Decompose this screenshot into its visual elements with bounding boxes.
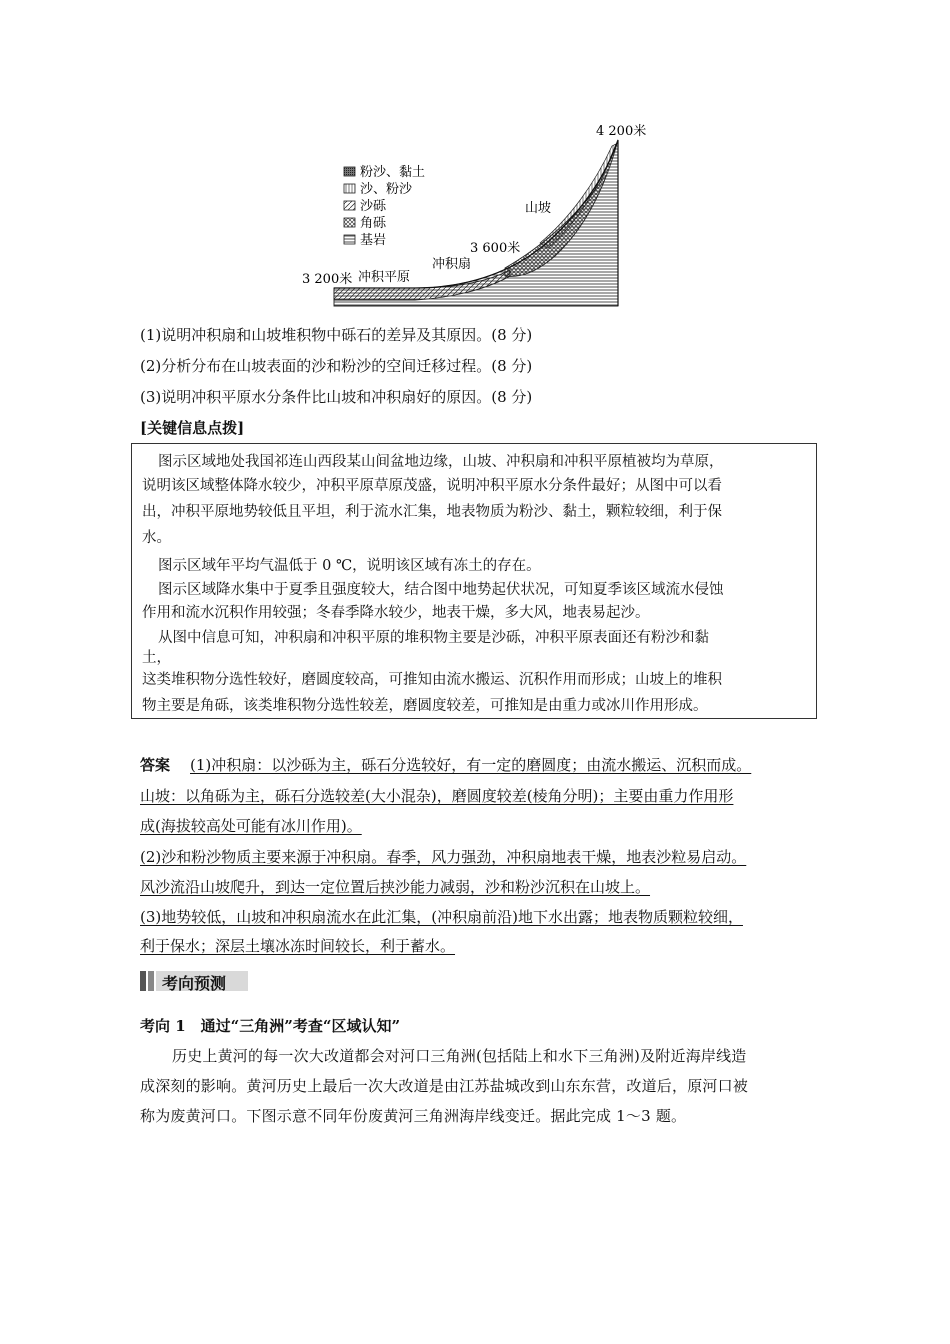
answer-line: (1)冲积扇：以沙砾为主，砾石分选较好，有一定的磨圆度；由流水搬运、沉积而成。	[190, 756, 752, 774]
legend-swatch-gravel	[344, 201, 355, 210]
intro-paragraph-line: 成深刻的影响。黄河历史上最后一次大改道是由江苏盐城改到山东东营，改道后，原河口被	[140, 1077, 749, 1095]
plain-label: 冲积平原	[358, 270, 411, 285]
key-info-line: 作用和流水沉积作用较强；冬春季降水较少，地表干燥，多大风，地表易起沙。	[142, 605, 650, 621]
key-info-line: 说明该区域整体降水较少，冲积平原草原茂盛，说明冲积平原水分条件最好；从图中可以看	[142, 478, 722, 494]
key-info-line: 这类堆积物分选性较好，磨圆度较高，可推知由流水搬运、沉积作用而形成；山坡上的堆积	[142, 672, 722, 688]
legend-label: 基岩	[360, 233, 387, 248]
answer-label: 答案	[140, 756, 171, 774]
key-info-line: 土，	[142, 650, 171, 666]
answer-line: 山坡：以角砾为主，砾石分选较差(大小混杂)，磨圆度较差(棱角分明)；主要由重力作用形	[140, 787, 734, 805]
answer-line: 利于保水；深层土壤冰冻时间较长，利于蓄水。	[140, 937, 456, 955]
legend-swatch-silt-clay	[344, 167, 355, 176]
legend-label: 沙砾	[360, 199, 387, 214]
key-info-line: 图示区域地处我国祁连山西段某山间盆地边缘，山坡、冲积扇和冲积平原植被均为草原，	[158, 454, 724, 470]
peak-elevation-label: 4 200米	[596, 124, 647, 139]
slope-label: 山坡	[525, 201, 552, 216]
legend-label: 角砾	[360, 216, 387, 231]
key-info-line: 图示区域年平均气温低于 0 ℃，说明该区域有冻土的存在。	[158, 558, 541, 574]
question-2: (2)分析分布在山坡表面的沙和粉沙的空间迁移过程。(8 分)	[140, 357, 533, 375]
intro-paragraph-line: 称为废黄河口。下图示意不同年份废黄河三角洲海岸线变迁。据此完成 1～3 题。	[140, 1107, 687, 1125]
legend-swatch-bedrock	[344, 235, 355, 244]
terrain-profile-figure	[300, 118, 647, 310]
fan-elevation-label: 3 600米	[470, 241, 521, 256]
fan-label: 冲积扇	[432, 257, 472, 272]
answer-line: (3)地势较低，山坡和冲积扇流水在此汇集，(冲积扇前沿)地下水出露；地表物质颗粒较细，	[140, 908, 743, 926]
question-1: (1)说明冲积扇和山坡堆积物中砾石的差异及其原因。(8 分)	[140, 326, 533, 344]
key-info-line: 水。	[142, 530, 171, 546]
legend-swatch-sand-silt	[344, 184, 355, 193]
legend-label: 粉沙、黏土	[360, 165, 426, 180]
section-header	[140, 968, 250, 994]
legend-swatch-breccia	[344, 218, 355, 227]
answer-line: 风沙流沿山坡爬升，到达一定位置后挟沙能力减弱，沙和粉沙沉积在山坡上。	[140, 878, 651, 896]
key-info-line: 出，冲积平原地势较低且平坦，利于流水汇集，地表物质为粉沙、黏土，颗粒较细，利于保	[142, 504, 722, 520]
intro-paragraph-line: 历史上黄河的每一次大改道都会对河口三角洲(包括陆上和水下三角洲)及附近海岸线造	[172, 1047, 747, 1065]
key-info-box	[131, 443, 817, 719]
key-info-line: 图示区域降水集中于夏季且强度较大，结合图中地势起伏状况，可知夏季该区域流水侵蚀	[158, 582, 724, 598]
key-info-title: [关键信息点拨]	[140, 419, 245, 437]
answer-line: (2)沙和粉沙物质主要来源于冲积扇。春季，风力强劲，冲积扇地表干燥，地表沙粒易启动。	[140, 848, 747, 866]
legend-label: 沙、粉沙	[360, 182, 413, 197]
answer-line: 成(海拔较高处可能有冰川作用)。	[140, 817, 362, 835]
key-info-line: 从图中信息可知，冲积扇和冲积平原的堆积物主要是沙砾，冲积平原表面还有粉沙和黏	[158, 630, 709, 646]
plain-elevation-label: 3 200米	[302, 272, 353, 287]
key-info-line: 物主要是角砾，该类堆积物分选性较差，磨圆度较差，可推知是由重力或冰川作用形成。	[142, 698, 708, 714]
section-subheading: 考向 1 通过“三角洲”考查“区域认知”	[140, 1017, 401, 1035]
question-3: (3)说明冲积平原水分条件比山坡和冲积扇好的原因。(8 分)	[140, 388, 533, 406]
section-title: 考向预测	[162, 974, 227, 993]
